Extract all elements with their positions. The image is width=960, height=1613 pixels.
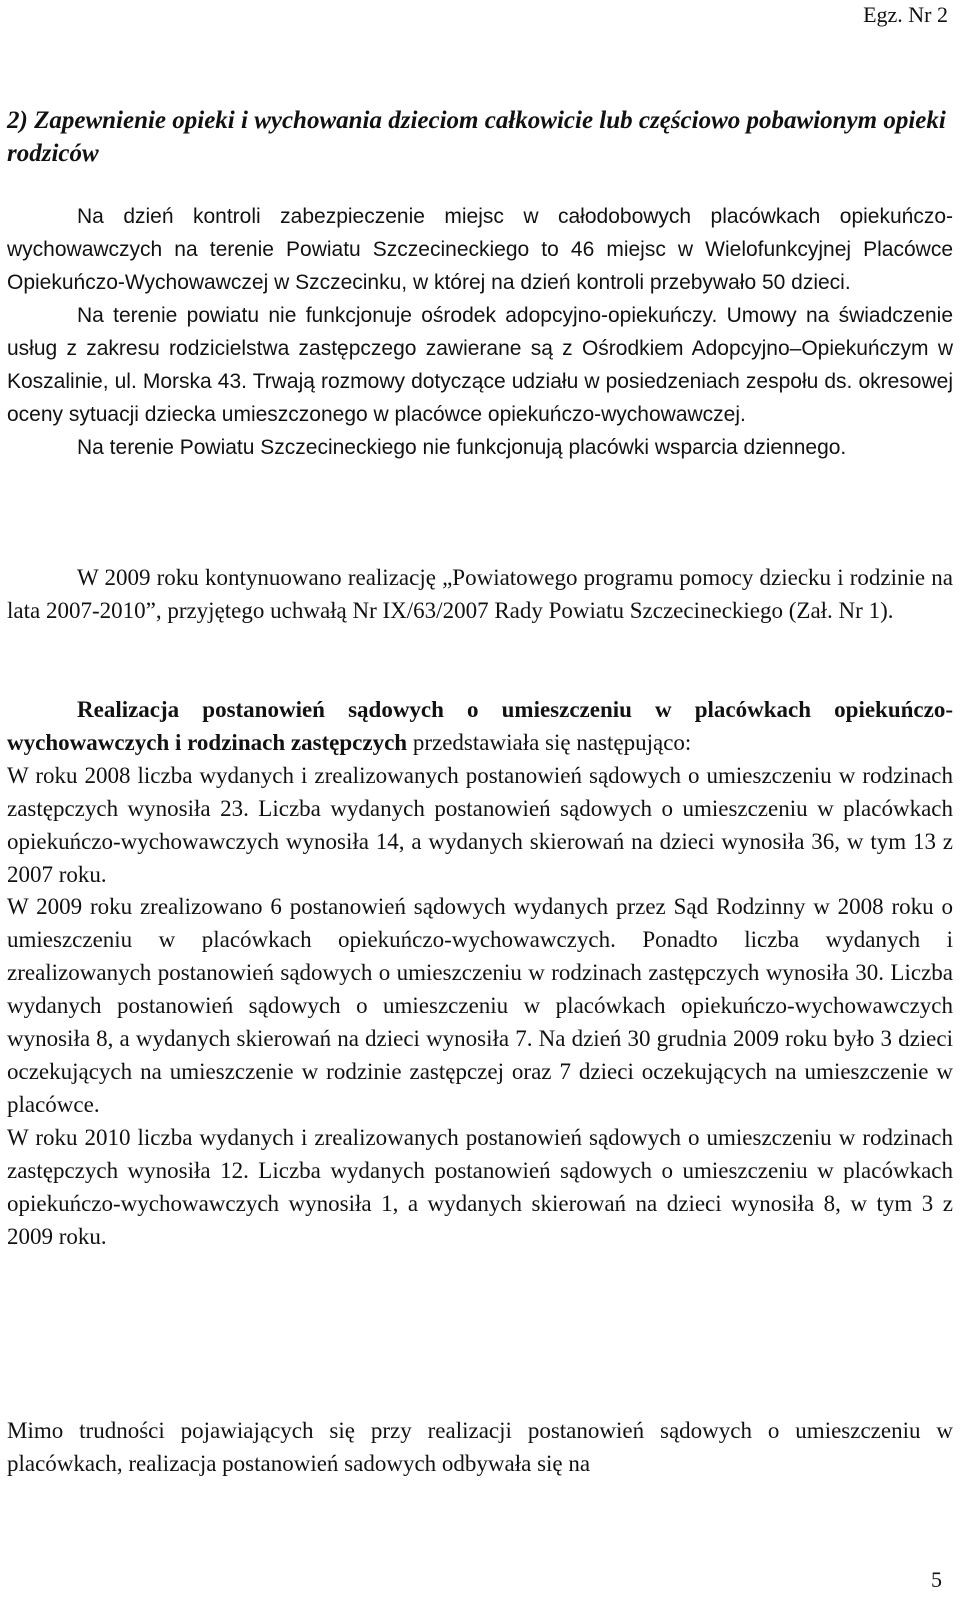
copy-number-label: Egz. Nr 2 [863,2,948,27]
paragraph-year-2009: W 2009 roku zrealizowano 6 postanowień sądowych wydanych przez Sąd Rodzinny w 2008 roku o umieszczeniu w placówkach opiekuńczo-wychowawczych. Ponadto liczba wydanych i zrealizowanych postanowień sądowych o umieszczeniu w rodzinach zastępczych wynosiła 30. Liczba wydanych postanowień sądowych o umieszczeniu w placówkach opiekuńczo-wychowawczych wynosiła 8, a wydanych skierowań na dzieci wynosiła 7. Na dzień 30 grudnia 2009 roku było 3 dzieci oczekujących na umieszczenie w rodzinie zastępczej oraz 7 dzieci oczekujących na umieszczenie w placówce. [7,894,953,1117]
court-rulings-heading: Realizacja postanowień sądowych o umieszczeniu w placówkach opiekuńczo-wychowawczych i rodzinach zastępczych [7,697,953,755]
section-heading: 2) Zapewnienie opieki i wychowania dzieciom całkowicie lub częściowo pobawionym opieki rodziców [7,107,946,167]
closing-text-block [7,1415,953,1481]
paragraph-county-program: W 2009 roku kontynuowano realizację „Powiatowego programu pomocy dziecku i rodzinie na lata 2007-2010”, przyjętego uchwałą Nr IX/63/2007 Rady Powiatu Szczecineckiego (Zał. Nr 1). [7,565,953,623]
paragraph-day-support: Na terenie Powiatu Szczecineckiego nie funkcjonują placówki wsparcia dziennego. [77,436,847,459]
paragraph-court-rulings-intro [7,694,953,760]
paragraph-placement-capacity: Na dzień kontroli zabezpieczenie miejsc w całodobowych placówkach opiekuńczo-wychowawczych na terenie Powiatu Szczecineckiego to 46 miejsc w Wielofunkcyjnej Placówce Opiekuńczo-Wychowawczej w Szczecinku, w której na dzień kontroli przebywało 50 dzieci. [7,205,953,294]
intro-text-block [7,200,953,464]
paragraph-year-2010: W roku 2010 liczba wydanych i zrealizowanych postanowień sądowych o umieszczeniu w rodzinach zastępczych wynosiła 12. Liczba wydanych postanowień sądowych o umieszczeniu w placówkach opiekuńczo-wychowawczych wynosiła 1, a wydanych skierowań na dzieci wynosiła 8, w tym 3 z 2009 roku. [7,1124,953,1249]
page-number: 5 [931,1567,942,1592]
paragraph-adoption-center: Na terenie powiatu nie funkcjonuje ośrodek adopcyjno-opiekuńczy. Umowy na świadczenie usług z zakresu rodzicielstwa zastępczego zawierane są z Ośrodkiem Adopcyjno–Opiekuńczym w Koszalinie, ul. Morska 43. Trwają rozmowy dotyczące udziału w posiedzeniach zespołu ds. okresowej oceny sytuacji dziecka umieszczonego w placówce opiekuńczo-wychowawczej. [7,304,953,426]
paragraph-difficulties: Mimo trudności pojawiających się przy realizacji postanowień sądowych o umieszczeniu w placówkach, realizacja postanowień sadowych odbywała się na [7,1418,953,1476]
paragraph-year-2008: W roku 2008 liczba wydanych i zrealizowanych postanowień sądowych o umieszczeniu w rodzinach zastępczych wynosiła 23. Liczba wydanych postanowień sądowych o umieszczeniu w placówkach opiekuńczo-wychowawczych wynosiła 14, a wydanych skierowań na dzieci wynosiła 36, w tym 13 z 2007 roku. [7,762,953,887]
court-rulings-text-block [7,694,953,1253]
court-rulings-intro-rest: przedstawiała się następująco: [407,729,692,755]
program-text-block [7,562,953,628]
